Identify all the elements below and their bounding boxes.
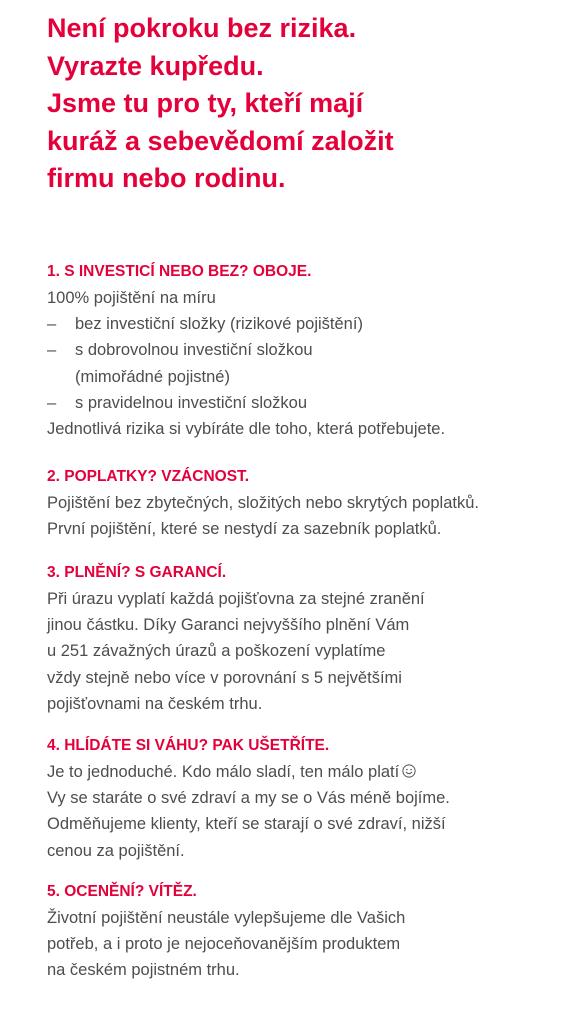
section-text-line: u 251 závažných úrazů a poškození vyplatíme — [47, 642, 386, 661]
list-item — [47, 390, 572, 416]
dash-marker: – — [47, 341, 57, 360]
section-outro: Jednotlivá rizika si vybíráte dle toho, která potřebujete. — [47, 420, 446, 439]
section-text-line: První pojištění, které se nestydí za sazebník poplatků. — [47, 520, 442, 539]
list-item — [47, 337, 572, 363]
dash-marker: – — [47, 315, 57, 334]
headline — [47, 10, 567, 198]
list-item-text: bez investiční složky (rizikové pojištění) — [75, 315, 363, 334]
headline-line: Není pokroku bez rizika. — [47, 13, 357, 43]
section-guarantee — [47, 560, 572, 717]
section-text-line: cenou za pojištění. — [47, 841, 185, 860]
section-weight — [47, 733, 572, 864]
section-text-line: na českém pojistném trhu. — [47, 961, 240, 980]
section-investment — [47, 259, 572, 442]
section-text-line: Odměňujeme klienty, kteří se starají o své zdraví, nižší — [47, 815, 446, 834]
headline-line: kuráž a sebevědomí založit — [47, 125, 394, 156]
section-text-line: pojišťovnami na českém trhu. — [47, 694, 263, 713]
dash-marker: – — [47, 393, 57, 412]
section-text: Je to jednoduché. Kdo málo sladí, ten málo platí — [47, 763, 400, 781]
section-text-line: Při úrazu vyplatí každá pojišťovna za stejné zranění — [47, 590, 425, 608]
section-title: 1. S INVESTICÍ NEBO BEZ? OBOJE. — [47, 263, 312, 280]
section-text-line: Životní pojištění neustále vylepšujeme dle Vašich — [47, 909, 406, 927]
section-title: 5. OCENĚNÍ? VÍTĚZ. — [47, 883, 197, 900]
smiley-icon — [402, 764, 416, 778]
section-text-line: Vy se staráte o své zdraví a my se o Vás méně bojíme. — [47, 789, 450, 808]
section-title: 2. POPLATKY? VZÁCNOST. — [47, 468, 250, 485]
section-text-line: jinou částku. Díky Garanci nejvyššího plnění Vám — [47, 616, 410, 635]
list-item-text: s pravidelnou investiční složkou — [75, 393, 308, 412]
headline-line: Vyrazte kupředu. — [47, 50, 264, 81]
section-title: 3. PLNĚNÍ? S GARANCÍ. — [47, 564, 227, 581]
section-text-line — [47, 759, 572, 785]
section-award — [47, 879, 572, 984]
section-title: 4. HLÍDÁTE SI VÁHU? PAK UŠETŘÍTE. — [47, 737, 330, 754]
headline-line: Jsme tu pro ty, kteří mají — [47, 88, 364, 118]
section-intro: 100% pojištění na míru — [47, 289, 216, 307]
list-item-continuation: (mimořádné pojistné) — [75, 367, 230, 386]
list-item — [47, 311, 572, 337]
list-item-text: s dobrovolnou investiční složkou — [75, 341, 313, 360]
headline-line: firmu nebo rodinu. — [47, 163, 286, 193]
section-text-line: Pojištění bez zbytečných, složitých nebo skrytých poplatků. — [47, 494, 479, 512]
section-fees — [47, 464, 572, 542]
section-text-line: potřeb, a i proto je nejoceňovanějším produktem — [47, 935, 401, 954]
section-text-line: vždy stejně nebo více v porovnání s 5 největšími — [47, 668, 402, 687]
